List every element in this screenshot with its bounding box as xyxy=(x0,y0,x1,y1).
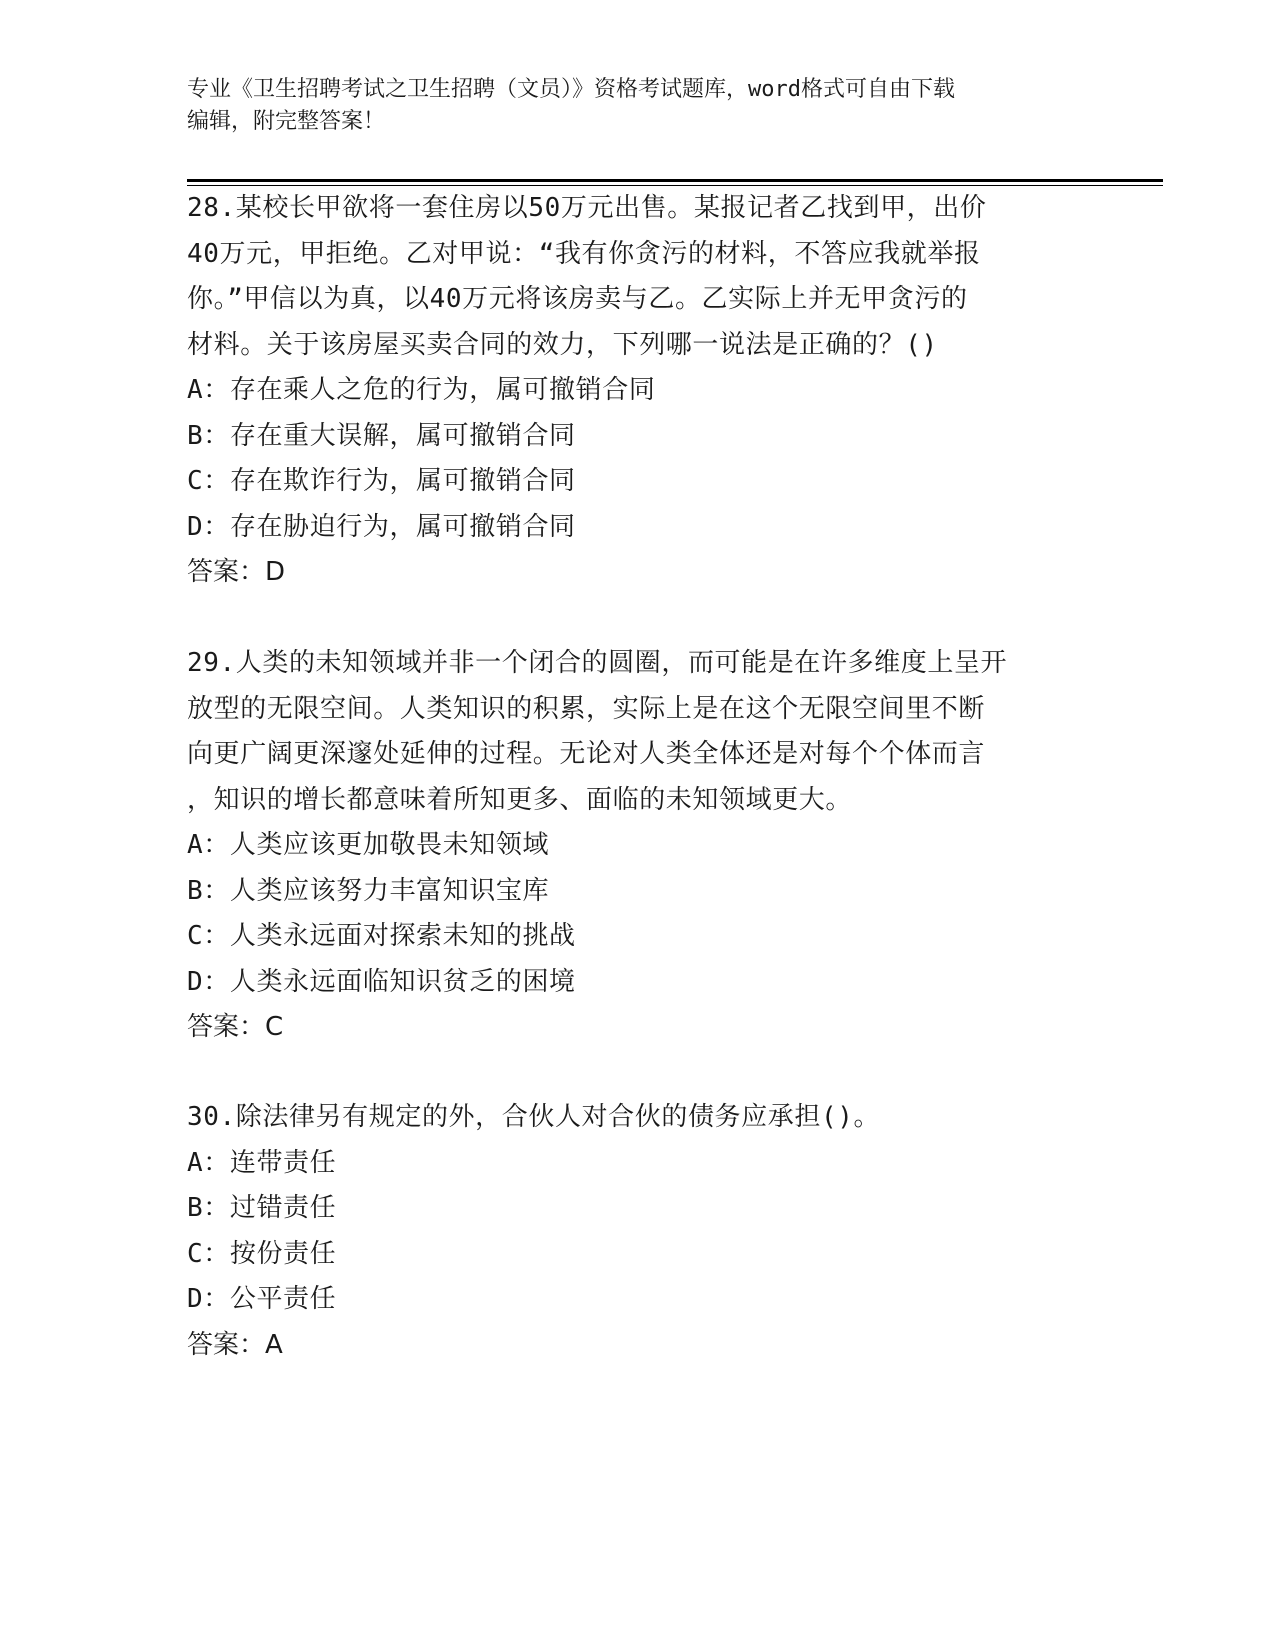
option-a: A：连带责任 xyxy=(187,1147,337,1178)
option-d: D：人类永远面临知识贫乏的困境 xyxy=(187,966,576,997)
question-stem-line: 29.人类的未知领域并非一个闭合的圆圈，而可能是在许多维度上呈开 xyxy=(187,648,1008,678)
question-stem-line: ，知识的增长都意味着所知更多、面临的未知领域更大。 xyxy=(187,784,853,815)
option-c: C：存在欺诈行为，属可撤销合同 xyxy=(187,466,576,496)
question-stem-line: 28.某校长甲欲将一套住房以50万元出售。某报记者乙找到甲，出价 xyxy=(187,193,987,223)
answer-label: 答案：C xyxy=(187,1012,284,1042)
option-c: C：人类永远面对探索未知的挑战 xyxy=(187,921,576,951)
question-stem-line: 放型的无限空间。人类知识的积累，实际上是在这个无限空间里不断 xyxy=(187,693,986,724)
option-b: B：过错责任 xyxy=(187,1193,337,1223)
document-header xyxy=(187,74,1087,138)
option-d: D：公平责任 xyxy=(187,1284,337,1314)
header-divider-thick xyxy=(187,179,1163,182)
header-line-1: 专业《卫生招聘考试之卫生招聘（文员）》资格考试题库，word格式可自由下载 xyxy=(187,77,955,102)
question-stem-line: 30.除法律另有规定的外，合伙人对合伙的债务应承担()。 xyxy=(187,1102,881,1132)
question-stem-line: 你。”甲信以为真，以40万元将该房卖与乙。乙实际上并无甲贪污的 xyxy=(187,284,968,314)
option-a: A：人类应该更加敬畏未知领域 xyxy=(187,830,550,860)
question-30 xyxy=(187,1095,1087,1368)
answer-label: 答案：D xyxy=(187,557,286,587)
question-stem-line: 向更广阔更深邃处延伸的过程。无论对人类全体还是对每个个体而言 xyxy=(187,739,986,769)
option-a: A：存在乘人之危的行为，属可撤销合同 xyxy=(187,375,656,405)
option-b: B：人类应该努力丰富知识宝库 xyxy=(187,875,550,906)
question-29 xyxy=(187,641,1087,1051)
option-b: B：存在重大误解，属可撤销合同 xyxy=(187,420,576,451)
question-stem-line: 40万元，甲拒绝。乙对甲说：“我有你贪污的材料，不答应我就举报 xyxy=(187,238,981,269)
header-line-2: 编辑，附完整答案！ xyxy=(187,109,386,134)
question-stem-line: 材料。关于该房屋买卖合同的效力，下列哪一说法是正确的？() xyxy=(187,329,938,360)
answer-label: 答案：A xyxy=(187,1329,283,1360)
option-d: D：存在胁迫行为，属可撤销合同 xyxy=(187,511,576,542)
question-28 xyxy=(187,186,1087,596)
option-c: C：按份责任 xyxy=(187,1238,337,1269)
